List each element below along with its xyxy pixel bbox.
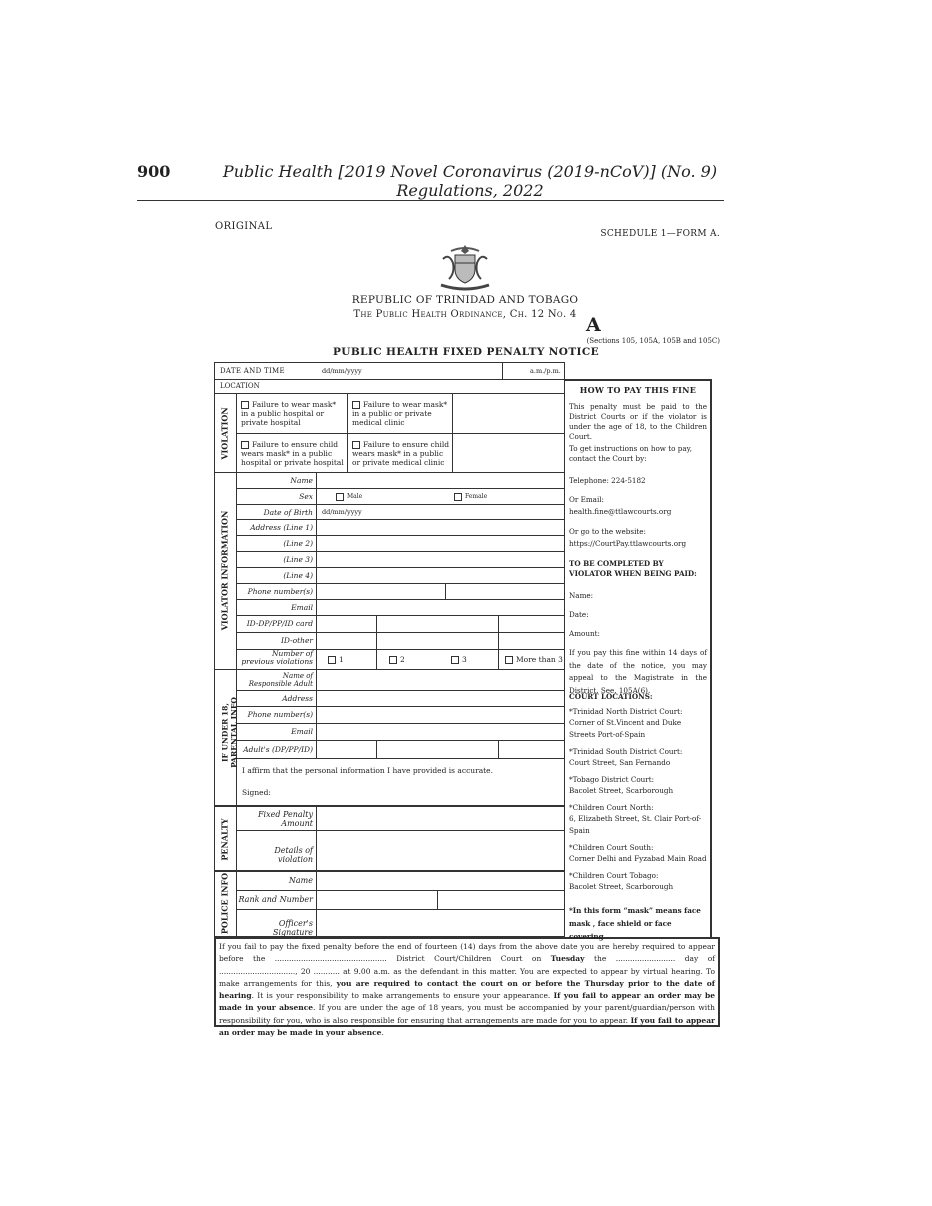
police-name-label: Name [288,876,313,885]
to-be-completed-heading: TO BE COMPLETED BY VIOLATOR WHEN BEING PAID: [569,559,697,578]
how-to-pay-p1: This penalty must be paid to the District Courts or if the violator is under the age of 18, to the Children Court. [569,402,707,441]
field-line2-label: (Line 2) [283,539,313,548]
police-rank-label: Rank and Number [238,895,313,904]
checkbox-icon[interactable] [352,441,360,449]
coat-of-arms-icon [437,241,493,291]
field-line4-label: (Line 4) [283,571,313,580]
court-trinidad-south: *Trinidad South District Court: Court Street, San Fernando [569,747,683,767]
or-email-label: Or Email: [569,495,604,504]
ampm-hint[interactable]: a.m./p.m. [530,367,561,375]
field-phone-label: Phone number(s) [247,587,313,596]
section-penalty: PENALTY [219,818,230,861]
sections-reference: (Sections 105, 105A, 105B and 105C) [586,337,720,345]
checkbox-icon[interactable] [336,493,344,501]
checkbox-icon[interactable] [454,493,462,501]
prev-violations-1[interactable]: 1 [328,655,344,664]
court-children-north: *Children Court North: 6, Elizabeth Street, St. Clair Port-of-Spain [569,803,702,835]
field-sex-label: Sex [299,492,313,501]
field-id-other-label: ID-other [280,636,313,645]
field-line3-label: (Line 3) [283,555,313,564]
parent-name-label: Name of Responsible Adult [248,672,313,688]
location-label: LOCATION [220,382,260,390]
dob-format-hint[interactable]: dd/mm/yyyy [322,508,362,516]
checkbox-icon[interactable] [505,656,513,664]
section-police: POLICE INFO [219,872,230,935]
police-signature-label: Officer's Signature [272,919,313,937]
appeal-note: If you pay this fine within 14 days of the date of the notice, you may appeal to the Magistrate in the District. See. 105A(6). [569,648,707,695]
field-dob-label: Date of Birth [263,508,313,517]
form-letter: A [586,314,601,336]
website-link[interactable]: https://CourtPay.ttlawcourts.org [569,539,687,548]
penalty-amount-label: Fixed Penalty Amount [258,810,313,828]
sex-male-option[interactable]: Male [336,492,362,501]
section-under18-line2: PARENTAL INFO [229,697,239,768]
section-violation: VIOLATION [219,407,230,460]
court-tobago: *Tobago District Court: Bacolet Street, Scarborough [569,775,674,795]
footer-notice: If you fail to pay the fixed penalty before the end of fourteen (14) days from the above date you are hereby required to appear before the ............................................... District Court/Children Court on Tuesday the ......................... day of ................................, 20 ........... at 9.00 a.m. as the defendant in this matter. You are expected to appear by virtual hearing. To make arrangements for this, you are required to contact the court on or before the Thursday prior to the date of hearing. It is your responsibility to make arrangements to ensure your appearance. If you fail to appear an order may be made in your absence. If you are under the age of 18 years, you must be accompanied by your parent/guardian/person with responsibility for you, who is also responsible for ensuring that arrangements are made for you to appear. If you fail to appear an order may be made in your absence. [219,942,716,1038]
header-title-line1: Public Health [2019 Novel Coronavirus (2019-nCoV)] (No. 9) [222,162,718,181]
form-title: PUBLIC HEALTH FIXED PENALTY NOTICE [332,346,600,358]
section-violator-info: VIOLATOR INFORMATION [219,510,230,631]
paid-date-label[interactable]: Date: [569,610,589,619]
mask-definition-note: *In this form “mask” means face mask , face shield or face covering [569,906,701,941]
field-address1-label: Address (Line 1) [250,523,313,532]
field-name-label: Name [290,476,313,485]
checkbox-icon[interactable] [241,401,249,409]
how-to-pay-title: HOW TO PAY THIS FINE [579,385,697,395]
paid-name-label[interactable]: Name: [569,591,594,600]
how-to-pay-p2: To get instructions on how to pay, contact the Court by: [569,444,692,463]
violation-option-4[interactable]: Failure to ensure child wears mask* in a public or private medical clinic [352,440,450,467]
checkbox-icon[interactable] [241,441,249,449]
affirm-statement: I affirm that the personal information I have provided is accurate. [242,766,494,775]
header-title-line2: Regulations, 2022 [396,181,544,200]
section-under18-line1: IF UNDER 18, [220,703,230,762]
violation-option-3[interactable]: Failure to ensure child wears mask* in a public hospital or private hospital [241,440,344,467]
field-email-label: Email [291,603,313,612]
parent-phone-label: Phone number(s) [247,710,313,719]
checkbox-icon[interactable] [389,656,397,664]
signed-label[interactable]: Signed: [242,788,271,797]
schedule-label: SCHEDULE 1—FORM A. [600,229,720,239]
court-trinidad-north: *Trinidad North District Court: Corner of St.Vincent and Duke Streets Port-of-Spain [569,707,683,739]
parent-address-label: Address [282,694,313,703]
header-rule [137,200,724,201]
paid-amount-label[interactable]: Amount: [569,629,600,638]
court-children-tobago: *Children Court Tobago: Bacolet Street, Scarborough [569,871,674,891]
or-website-label: Or go to the website: [569,527,646,536]
parent-email-label: Email [291,727,313,736]
original-label: ORIGINAL [215,221,273,232]
violation-option-1[interactable]: Failure to wear mask* in a public hospital or private hospital [241,400,337,427]
telephone: Telephone: 224-5182 [569,476,646,485]
republic-title: REPUBLIC OF TRINIDAD AND TOBAGO [351,294,579,306]
prev-violations-more[interactable]: More than 3 [505,655,563,664]
penalty-details-label: Details of violation [274,846,313,864]
violation-option-2[interactable]: Failure to wear mask* in a public or private medical clinic [352,400,448,427]
page-number: 900 [137,162,171,181]
date-time-label: DATE AND TIME [220,367,285,375]
court-children-south: *Children Court South: Corner Delhi and Fyzabad Main Road [569,843,707,863]
email-link[interactable]: health.fine@ttlawcourts.org [569,507,672,516]
prev-violations-2[interactable]: 2 [389,655,405,664]
sex-female-option[interactable]: Female [454,492,487,501]
parent-id-label: Adult's (DP/PP/ID) [243,745,313,754]
checkbox-icon[interactable] [352,401,360,409]
checkbox-icon[interactable] [328,656,336,664]
prev-violations-3[interactable]: 3 [451,655,467,664]
checkbox-icon[interactable] [451,656,459,664]
date-format-hint[interactable]: dd/mm/yyyy [322,367,362,375]
field-prev-violations-label: Number of previous violations [241,649,313,666]
ordinance-title: The Public Health Ordinance, Ch. 12 No. 4 [353,309,577,320]
field-id-card-label: ID-DP/PP/ID card [246,619,313,628]
court-locations-heading: COURT LOCATIONS: [569,692,653,701]
